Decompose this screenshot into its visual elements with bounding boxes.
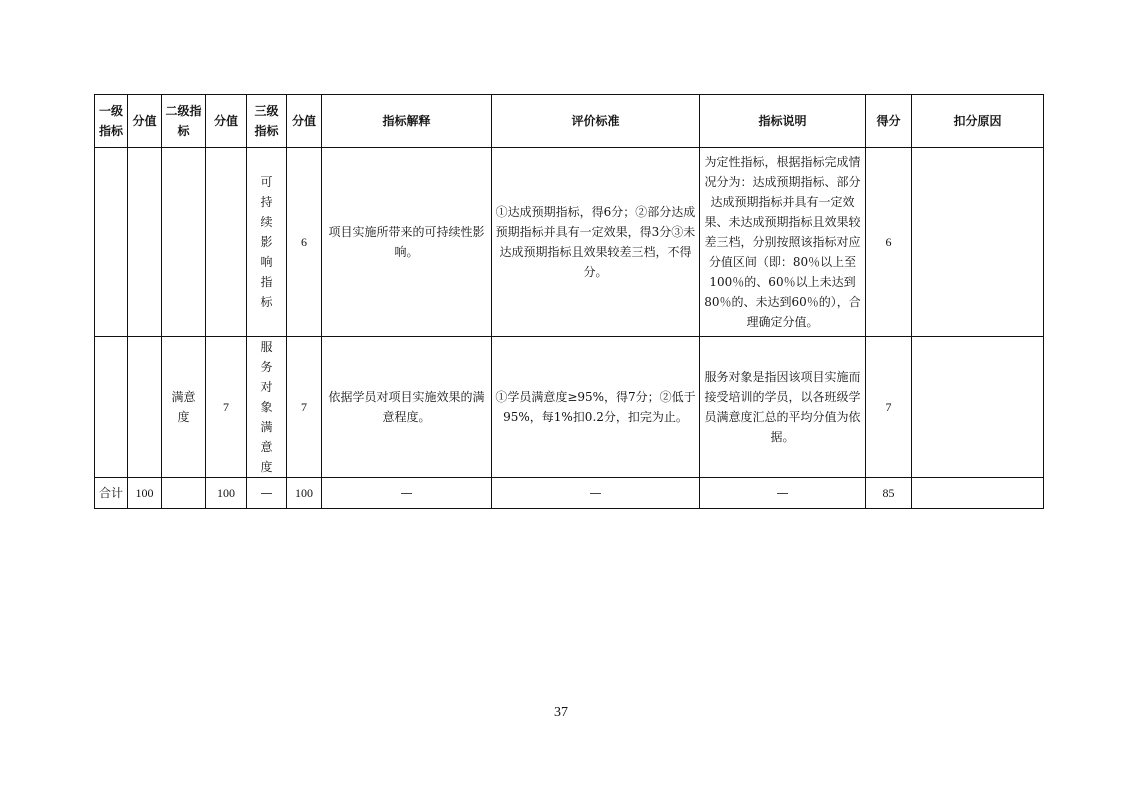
total-criteria: — [492, 478, 700, 509]
header-score1: 分值 [128, 95, 162, 148]
cell-score1 [128, 148, 162, 337]
performance-evaluation-table [94, 94, 1044, 509]
header-score3: 分值 [287, 95, 322, 148]
cell-score3: 6 [287, 148, 322, 337]
cell-level3: 服务对象满意度 [247, 337, 287, 478]
header-score2: 分值 [206, 95, 247, 148]
cell-level2 [162, 148, 206, 337]
cell-criteria: ①学员满意度≥95%，得7分；②低于95%，每1%扣0.2分，扣完为止。 [492, 337, 700, 478]
header-level1: 一级指标 [95, 95, 128, 148]
cell-level3: 可持续影响指标 [247, 148, 287, 337]
cell-explanation: 依据学员对项目实施效果的满意程度。 [322, 337, 492, 478]
table-row [95, 148, 1044, 337]
total-level3: — [247, 478, 287, 509]
cell-notes: 服务对象是指因该项目实施而接受培训的学员，以各班级学员满意度汇总的平均分值为依据。 [700, 337, 866, 478]
cell-level2: 满意度 [162, 337, 206, 478]
header-obtained: 得分 [866, 95, 912, 148]
cell-obtained: 6 [866, 148, 912, 337]
cell-explanation: 项目实施所带来的可持续性影响。 [322, 148, 492, 337]
header-level2: 二级指标 [162, 95, 206, 148]
cell-score2 [206, 148, 247, 337]
cell-deduction-reason [912, 148, 1044, 337]
total-score1: 100 [128, 478, 162, 509]
header-criteria: 评价标准 [492, 95, 700, 148]
cell-level1 [95, 148, 128, 337]
total-notes: — [700, 478, 866, 509]
header-explanation: 指标解释 [322, 95, 492, 148]
total-explanation: — [322, 478, 492, 509]
cell-obtained: 7 [866, 337, 912, 478]
total-row [95, 478, 1044, 509]
cell-notes: 为定性指标，根据指标完成情况分为：达成预期指标、部分达成预期指标并具有一定效果、未达成预期指标且效果较差三档，分别按照该指标对应分值区间（即：80％以上至100％的、60％以上未达到80％的、未达到60％的），合理确定分值。 [700, 148, 866, 337]
cell-criteria: ①达成预期指标，得6分；②部分达成预期指标并具有一定效果，得3分③未达成预期指标且效果较差三档，不得分。 [492, 148, 700, 337]
table-row [95, 337, 1044, 478]
total-label: 合计 [95, 478, 128, 509]
cell-score1 [128, 337, 162, 478]
table-header-row [95, 95, 1044, 148]
total-obtained: 85 [866, 478, 912, 509]
total-deduction-reason [912, 478, 1044, 509]
cell-level1 [95, 337, 128, 478]
header-level3: 三级指标 [247, 95, 287, 148]
cell-score3: 7 [287, 337, 322, 478]
cell-score2: 7 [206, 337, 247, 478]
total-level2 [162, 478, 206, 509]
page-number: 37 [554, 705, 568, 720]
header-notes: 指标说明 [700, 95, 866, 148]
cell-deduction-reason [912, 337, 1044, 478]
total-score2: 100 [206, 478, 247, 509]
header-deduction-reason: 扣分原因 [912, 95, 1044, 148]
total-score3: 100 [287, 478, 322, 509]
